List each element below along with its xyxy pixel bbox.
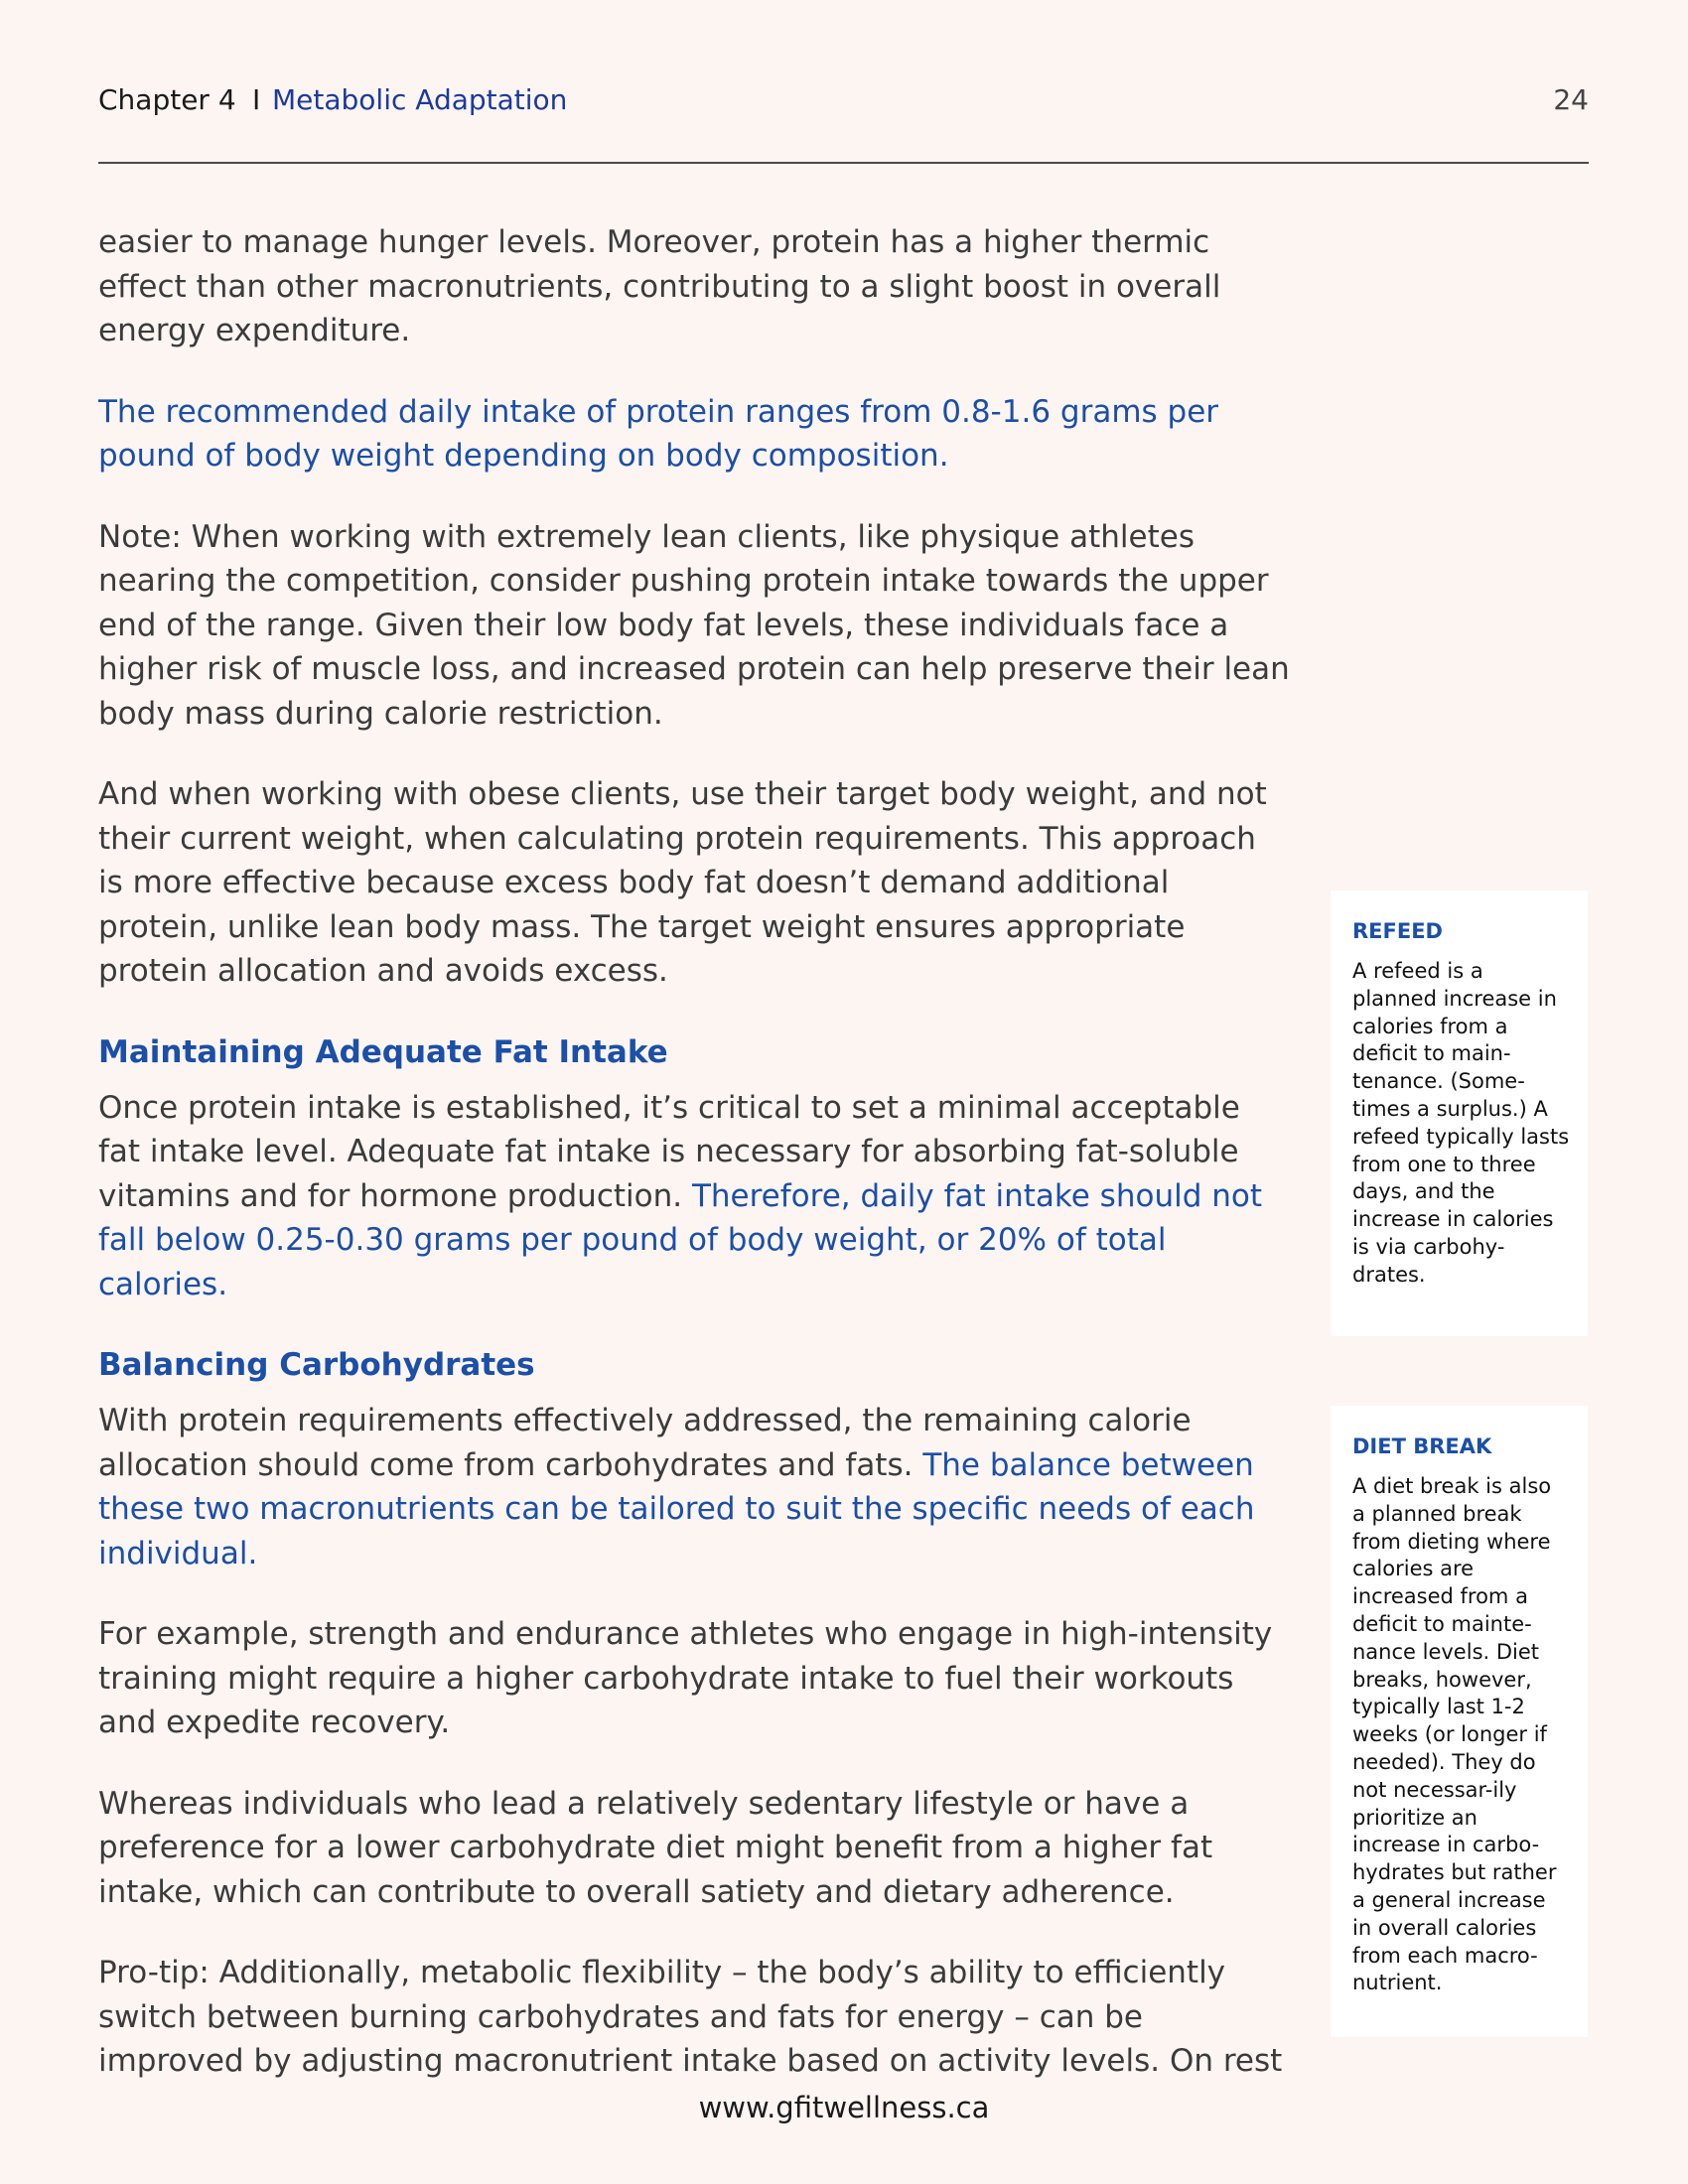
refeed-body: A refeed is a planned increase in calories from a deficit to main-tenance. (Some-times a surplus.) A refeed typically lasts from one to three days, and the increase in calories is via carbohy-drates. — [1352, 959, 1570, 1287]
paragraph-athletes: For example, strength and endurance athletes who engage in high-intensity training might require a higher carbohydrate intake to fuel their workouts and expedite recovery. — [98, 1616, 1273, 1740]
paragraph-lean-clients-note: Note: When working with extremely lean clients, like physique athletes nearing the competition, consider pushing protein intake towards the upper end of the range. Given their low body fat levels, these individuals face a higher risk of muscle loss, and increased protein can help preserve their lean body mass during calorie restriction. — [98, 518, 1290, 732]
paragraph-carb-balance — [98, 1399, 1290, 1575]
paragraph-obese-clients: And when working with obese clients, use their target body weight, and not their current weight, when calculating protein requirements. This approach is more effective because excess body fat doesn’t demand additional protein, unlike lean body mass. The target weight ensures appropriate protein allocation and avoids excess. — [98, 776, 1267, 989]
main-content — [98, 220, 1290, 2120]
fat-intake-highlight: Therefore, daily fat intake should not fall below 0.25-0.30 grams per pound of body weight, or 20% of total calories. — [98, 1177, 1262, 1302]
paragraph-fat-intake — [98, 1086, 1290, 1307]
diet-break-body: A diet break is also a planned break from dieting where calories are increased from a deficit to mainte-nance levels. Diet breaks, however, typically last 1-2 weeks (or longer if needed). They do not necessar-ily prioritize an increase in carbo-hydrates but rather a general increase in overall calories from each macro-nutrient. — [1352, 1474, 1557, 1995]
page-header — [98, 83, 1589, 127]
paragraph-pro-tip: Pro-tip: Additionally, metabolic flexibility – the body’s ability to efficiently switch between burning carbohydrates and fats for energy – can be improved by adjusting macronutrient intake based on activity levels. On rest — [98, 1955, 1283, 2079]
carb-balance-highlight: The balance between these two macronutrients can be tailored to suit the specific needs of each individual. — [98, 1446, 1255, 1571]
refeed-title: REFEED — [1352, 919, 1443, 943]
footer-website-link[interactable]: www.gfitwellness.ca — [698, 2091, 990, 2124]
paragraph-protein-recommendation: The recommended daily intake of protein ranges from 0.8-1.6 grams per pound of body weight depending on body composition. — [98, 393, 1219, 474]
page-number: 24 — [1553, 83, 1589, 116]
fat-intake-text: Once protein intake is established, it’s critical to set a minimal acceptable fat intake level. Adequate fat intake is necessary for absorbing fat-soluble vitamins and for hormone production. — [98, 1089, 1240, 1214]
chapter-label: Chapter 4 — [98, 83, 236, 116]
heading-fat-intake: Maintaining Adequate Fat Intake — [98, 1033, 668, 1070]
header-divider — [98, 162, 1589, 164]
diet-break-title: DIET BREAK — [1352, 1434, 1492, 1458]
chapter-separator: I — [252, 83, 261, 116]
heading-carbohydrates: Balancing Carbohydrates — [98, 1347, 535, 1383]
paragraph-protein-thermic: easier to manage hunger levels. Moreover, protein has a higher thermic effect than other macronutrients, contributing to a slight boost in overall energy expenditure. — [98, 224, 1221, 348]
paragraph-sedentary: Whereas individuals who lead a relatively sedentary lifestyle or have a preference for a lower carbohydrate diet might benefit from a higher fat intake, which can contribute to overall satiety and dietary adherence. — [98, 1785, 1213, 1910]
carb-balance-text: With protein requirements effectively addressed, the remaining calorie allocation should come from carbohydrates and fats. — [98, 1403, 1192, 1483]
sidebar-refeed-box — [1331, 890, 1588, 1336]
chapter-title: Metabolic Adaptation — [272, 83, 568, 116]
sidebar-diet-break-box — [1331, 1406, 1588, 2037]
